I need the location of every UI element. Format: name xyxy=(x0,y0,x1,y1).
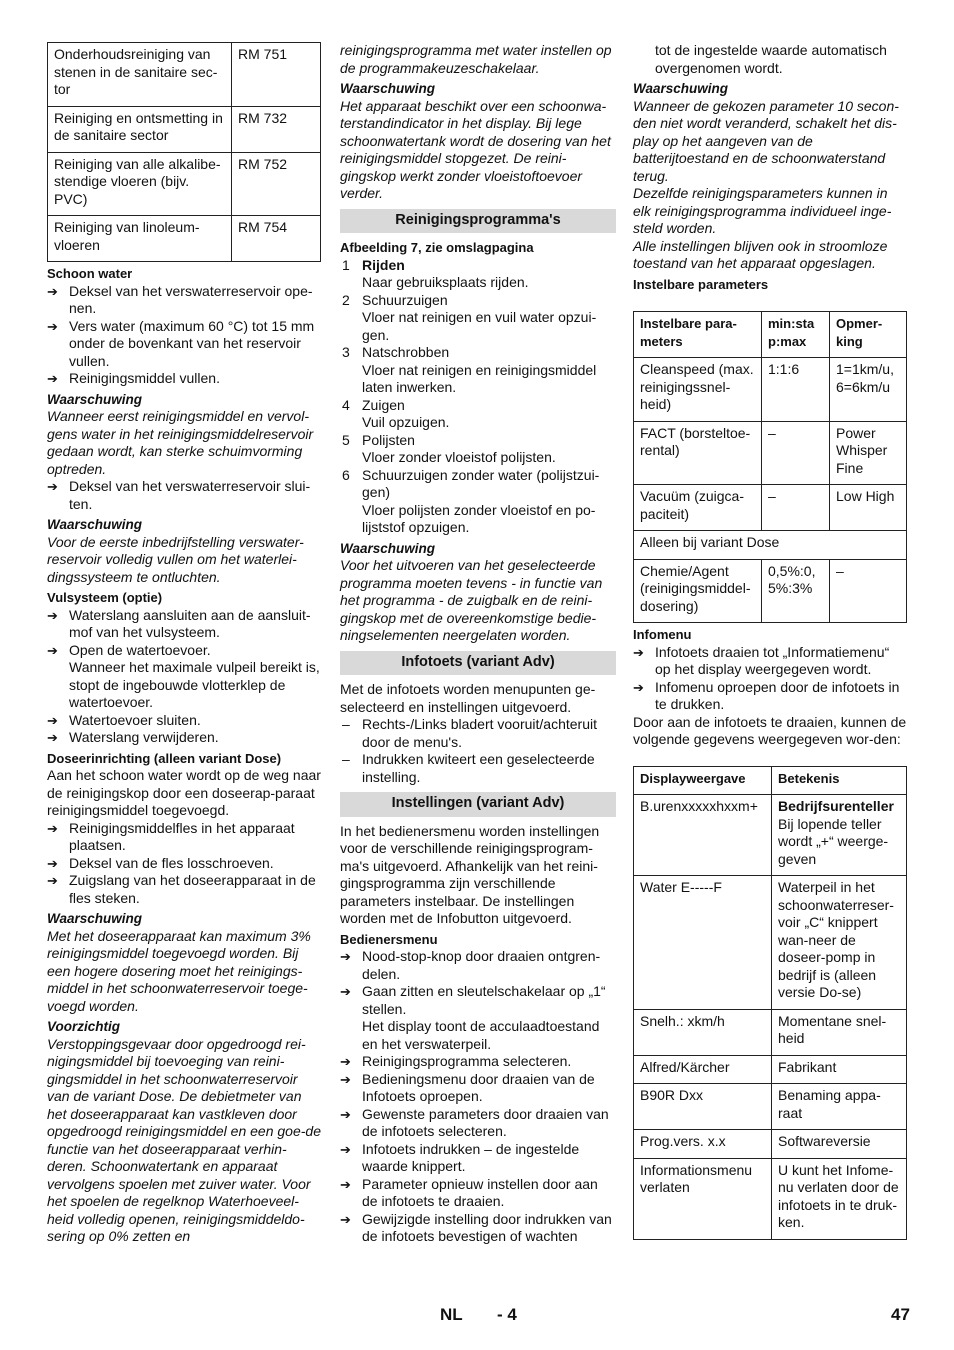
section-band: Instellingen (variant Adv) xyxy=(340,792,616,817)
warning-text: Alle instellingen blijven ook in stroomloze toestand van het apparaat opgeslagen. xyxy=(633,237,888,271)
program-item xyxy=(340,432,616,450)
list-item: ➔ Infotoets indrukken – de ingestelde waarde knippert. xyxy=(340,1141,616,1176)
table-row xyxy=(48,106,321,152)
warning-text: Wanneer eerst reinigingsmiddel en vervol-gens water in het reinigingsmiddelreservoir gedaan wordt, kan sterke schuimvorming optreden. xyxy=(47,408,314,477)
list-item: – Indrukken kwiteert een geselecteerde instelling. xyxy=(340,751,616,786)
warning-text: Voor de eerste inbedrijfstelling verswater-reservoir volledig vullen om het waterlei-dingssysteem te ontluchten. xyxy=(47,533,304,585)
table-row xyxy=(634,1009,907,1055)
section-band: Infotoets (variant Adv) xyxy=(340,651,616,676)
paragraph: reinigingsprogramma met water instellen op de programmakeuzeschakelaar. xyxy=(340,42,612,76)
table-cell: B.urenxxxxxhxxm+ xyxy=(634,795,772,876)
program-desc: Naar gebruiksplaats rijden. xyxy=(362,274,529,290)
list-item: ➔ Zuigslang van het doseerapparaat in de fles steken. xyxy=(47,872,321,907)
warning-title: Waarschuwing xyxy=(633,81,729,96)
list-item: ➔ Deksel van de fles losschroeven. xyxy=(47,855,321,873)
list-item: ➔ Reinigingsmiddelfles in het apparaat plaatsen. xyxy=(47,820,321,855)
table-row xyxy=(634,531,907,560)
program-desc: Vloer nat reinigen en reinigingsmiddel laten inwerken. xyxy=(362,361,597,395)
table-header: Opmer-king xyxy=(830,312,907,358)
table-cell xyxy=(772,795,907,876)
table-cell: Fabrikant xyxy=(772,1055,907,1084)
section-band: Reinigingsprogramma's xyxy=(340,209,616,234)
warning-text: Dezelfde reinigingsparameters kunnen in elk reinigingsprogramma individueel inge-steld worden. xyxy=(633,185,892,236)
warning-title: Waarschuwing xyxy=(47,517,143,532)
table-cell: Reiniging van linoleum-vloeren xyxy=(48,216,232,262)
warning-title: Waarschuwing xyxy=(340,81,436,96)
table-header: Displayweergave xyxy=(634,766,772,795)
list-item: ➔ Parameter opnieuw instellen door aan de infotoets te draaien. xyxy=(340,1176,616,1211)
program-title: Polijsten xyxy=(362,431,415,448)
list-item: ➔ Gewenste parameters door draaien van de infotoets selecteren. xyxy=(340,1106,616,1141)
program-number: 3 xyxy=(342,344,350,360)
program-number: 4 xyxy=(342,396,350,413)
program-item xyxy=(340,292,616,310)
program-item xyxy=(340,397,616,415)
list-item: ➔ Deksel van het verswaterreservoir ope-nen. xyxy=(47,283,321,318)
program-title: Schuurzuigen xyxy=(362,291,448,308)
section-heading: Bedienersmenu xyxy=(340,931,438,947)
table-cell: – xyxy=(762,421,830,485)
table-cell: RM 732 xyxy=(232,106,321,152)
program-number: 6 xyxy=(342,466,350,483)
footer-page-number: 47 xyxy=(891,1305,910,1324)
table-cell: Momentane snel-heid xyxy=(772,1009,907,1055)
column-right xyxy=(633,42,907,1240)
table-row xyxy=(48,152,321,216)
table-cell: Power Whisper Fine xyxy=(830,421,907,485)
footer-language: NL xyxy=(440,1305,463,1324)
program-desc: Vloer zonder vloeistof polijsten. xyxy=(362,449,556,465)
list-item: ➔ Gewijzigde instelling door indrukken van de infotoets bevestigen of wachten xyxy=(340,1211,616,1246)
table-cell: 1=1km/u, 6=6km/u xyxy=(830,358,907,422)
program-desc: Vloer nat reinigen en vuil water opzui-gen. xyxy=(362,309,597,343)
warning-text: Wanneer de gekozen parameter 10 secon-den niet wordt veranderd, schakelt het dis-play op het aangeven van de batterijtoestand en de schoonwaterstand terug. xyxy=(633,97,899,184)
program-number: 5 xyxy=(342,431,350,448)
list-item: ➔ Bedieningsmenu door draaien van de Infotoets oproepen. xyxy=(340,1071,616,1106)
table-row xyxy=(634,485,907,531)
table-cell: U kunt het Infome-nu verlaten door de infotoets in te druk-ken. xyxy=(772,1158,907,1239)
section-heading: Infomenu xyxy=(633,627,692,642)
list-item: ➔ Gaan zitten en sleutelschakelaar op „1“ stellen. xyxy=(340,983,616,1018)
table-cell: Cleanspeed (max. reinigingssnel-heid) xyxy=(634,358,762,422)
program-title: Schuurzuigen zonder water (polijstzui-gen) xyxy=(362,466,600,500)
caution-text: Verstoppingsgevaar door opgedroogd rei-nigingsmiddel bij toevoeging van reini-gingsmiddel in het schoonwaterreservoir van de variant Dose. De debietmeter van het doseerapparaat kan vastkleven door opgedroogd reinigingsmiddel en een goe-de functie van het doseerapparaat verhin-deren. Schoonwatertank en apparaat vervolgens spoelen met zuiver water. Voor het spoelen de regelknop Waterhoeveel-heid volledig openen, reinigingsmiddeldo-sering op 0% zetten en xyxy=(47,1035,321,1244)
program-number: 2 xyxy=(342,291,350,308)
warning-title: Waarschuwing xyxy=(47,911,143,926)
warning-text: Met het doseerapparaat kan maximum 3% reinigingsmiddel toegevoegd worden. Bij een hogere dosering moet het reinigings-middel in het schoonwaterreservoir toege-voegd worden. xyxy=(47,927,311,1014)
table-cell: B90R Dxx xyxy=(634,1084,772,1130)
table-cell: Alleen bij variant Dose xyxy=(634,531,907,560)
section-heading: Schoon water xyxy=(47,266,133,281)
table-row xyxy=(48,216,321,262)
table-cell: Snelh.: xkm/h xyxy=(634,1009,772,1055)
paragraph: Met de infotoets worden menupunten ge-selecteerd en instellingen uitgevoerd. xyxy=(340,681,596,715)
program-title: Zuigen xyxy=(362,396,405,413)
paragraph: Door aan de infotoets te draaien, kunnen de volgende gegevens weergegeven wor-den: xyxy=(633,713,907,747)
list-item: ➔ Open de watertoevoer. xyxy=(47,642,321,660)
table-header: Betekenis xyxy=(772,766,907,795)
list-item: ➔ Waterslang aansluiten aan de aansluit-mof van het vulsysteem. xyxy=(47,607,321,642)
program-desc: Vloer polijsten zonder vloeistof en po-lijststof opzuigen. xyxy=(362,501,596,535)
table-cell: Informationsmenu verlaten xyxy=(634,1158,772,1239)
table-row xyxy=(634,358,907,422)
table-cell: Alfred/Kärcher xyxy=(634,1055,772,1084)
table-cell: Chemie/Agent (reinigingsmiddel-dosering) xyxy=(634,559,762,623)
warning-title: Waarschuwing xyxy=(340,540,436,556)
detergent-table xyxy=(47,42,321,262)
table-cell: RM 751 xyxy=(232,43,321,107)
parameters-table xyxy=(633,311,907,623)
list-item: ➔ Nood-stop-knop door draaien ontgren-delen. xyxy=(340,948,616,983)
table-header: Instelbare para-meters xyxy=(634,312,762,358)
list-item: ➔ Waterslang verwijderen. xyxy=(47,729,321,747)
list-item: ➔ Vers water (maximum 60 °C) tot 15 mm onder de bovenkant van het reservoir vullen. xyxy=(47,318,321,371)
table-row xyxy=(48,43,321,107)
list-item: ➔ Reinigingsmiddel vullen. xyxy=(47,370,321,388)
caution-title: Voorzichtig xyxy=(47,1019,120,1034)
table-row xyxy=(634,795,907,876)
program-title: Rijden xyxy=(362,256,405,273)
table-row xyxy=(634,421,907,485)
list-item-continued: tot de ingestelde waarde automatisch overgenomen wordt. xyxy=(655,42,887,76)
table-cell: – xyxy=(830,559,907,623)
table-cell: – xyxy=(762,485,830,531)
cell-text: Bij lopende teller wordt „+“ weerge-geven xyxy=(778,815,889,867)
table-cell: Onderhoudsreiniging van stenen in de sanitaire sec-tor xyxy=(48,43,232,107)
program-number: 1 xyxy=(342,256,350,273)
table-cell: FACT (borsteltoe-rental) xyxy=(634,421,762,485)
section-heading: Vulsysteem (optie) xyxy=(47,590,163,605)
paragraph: Aan het schoon water wordt op de weg naar de reinigingskop door een doseerap-paraat reinigingsmiddel toegevoegd. xyxy=(47,767,321,818)
program-item xyxy=(340,257,616,275)
display-table xyxy=(633,766,907,1240)
warning-text: Voor het uitvoeren van het geselecteerde programma moeten tevens - in functie van het programma - de zuigbalk en de reini-gingskop met de overeenkomstige bedie-ningselementen neergelaten worden. xyxy=(340,557,603,643)
table-cell: Prog.vers. x.x xyxy=(634,1130,772,1159)
table-cell: 0,5%:0, 5%:3% xyxy=(762,559,830,623)
table-cell: Water E-----F xyxy=(634,876,772,1010)
table-cell: RM 754 xyxy=(232,216,321,262)
table-row xyxy=(634,876,907,1010)
table-cell: Softwareversie xyxy=(772,1130,907,1159)
program-desc: Vuil opzuigen. xyxy=(362,414,450,430)
table-row xyxy=(634,1130,907,1159)
table-row xyxy=(634,1084,907,1130)
table-cell: Waterpeil in het schoonwaterreser-voir „C“ knippert wan-neer de doseer-pomp in bedrijf is (alleen versie Do-se) xyxy=(772,876,907,1010)
warning-title: Waarschuwing xyxy=(47,391,143,407)
cell-bold-text: Bedrijfsurenteller xyxy=(778,798,894,814)
table-row xyxy=(634,1158,907,1239)
program-title: Natschrobben xyxy=(362,344,450,360)
figure-reference: Afbeelding 7, zie omslagpagina xyxy=(340,240,534,255)
column-left xyxy=(47,42,321,1246)
column-middle xyxy=(340,42,616,1246)
program-item xyxy=(340,344,616,362)
footer-page-part: - 4 xyxy=(497,1305,517,1324)
list-item: ➔ Infotoets draaien tot „Informatiemenu“ op het display weergegeven wordt. xyxy=(633,644,907,679)
list-item-note: Het display toont de acculaadtoestand en het verswaterpeil. xyxy=(362,1018,600,1052)
list-item: – Rechts-/Links bladert vooruit/achteruit door de menu's. xyxy=(340,716,616,751)
table-cell: Reiniging van alle alkalibe-stendige vloeren (bijv. PVC) xyxy=(48,152,232,216)
table-cell: Reiniging en ontsmetting in de sanitaire sector xyxy=(48,106,232,152)
warning-text: Het apparaat beschikt over een schoonwa-terstandindicator in het display. Bij lege schoonwatertank wordt de dosering van het reinigingsmiddel stopgezet. De reini-gingskop werkt zonder vloeistoftoevoer verder. xyxy=(340,97,611,201)
list-item: ➔ Watertoevoer sluiten. xyxy=(47,712,321,730)
section-heading: Instelbare parameters xyxy=(633,276,769,292)
table-header-row xyxy=(634,312,907,358)
table-cell: RM 752 xyxy=(232,152,321,216)
table-cell: Vacuüm (zuigca-paciteit) xyxy=(634,485,762,531)
table-cell: Low High xyxy=(830,485,907,531)
list-item: ➔ Infomenu oproepen door de infotoets in te drukken. xyxy=(633,679,907,714)
table-header-row xyxy=(634,766,907,795)
table-cell: 1:1:6 xyxy=(762,358,830,422)
table-cell: Benaming appa-raat xyxy=(772,1084,907,1130)
program-item xyxy=(340,467,616,502)
list-item: ➔ Reinigingsprogramma selecteren. xyxy=(340,1053,616,1071)
list-item-note: Wanneer het maximale vulpeil bereikt is, stopt de ingebouwde vlotterklep de watertoevoer. xyxy=(69,659,320,710)
paragraph: In het bedienersmenu worden instellingen voor de verschillende reinigingsprogram-ma's uitgevoerd. Afhankelijk van het reini-gingsprogramma zijn verschillende parameters instelbaar. De instellingen worden met de Infobutton uitgevoerd. xyxy=(340,822,600,926)
table-row xyxy=(634,1055,907,1084)
section-heading: Doseerinrichting (alleen variant Dose) xyxy=(47,750,282,766)
table-header: min:sta p:max xyxy=(762,312,830,358)
list-item: ➔ Deksel van het verswaterreservoir slui-ten. xyxy=(47,478,321,513)
table-row xyxy=(634,559,907,623)
